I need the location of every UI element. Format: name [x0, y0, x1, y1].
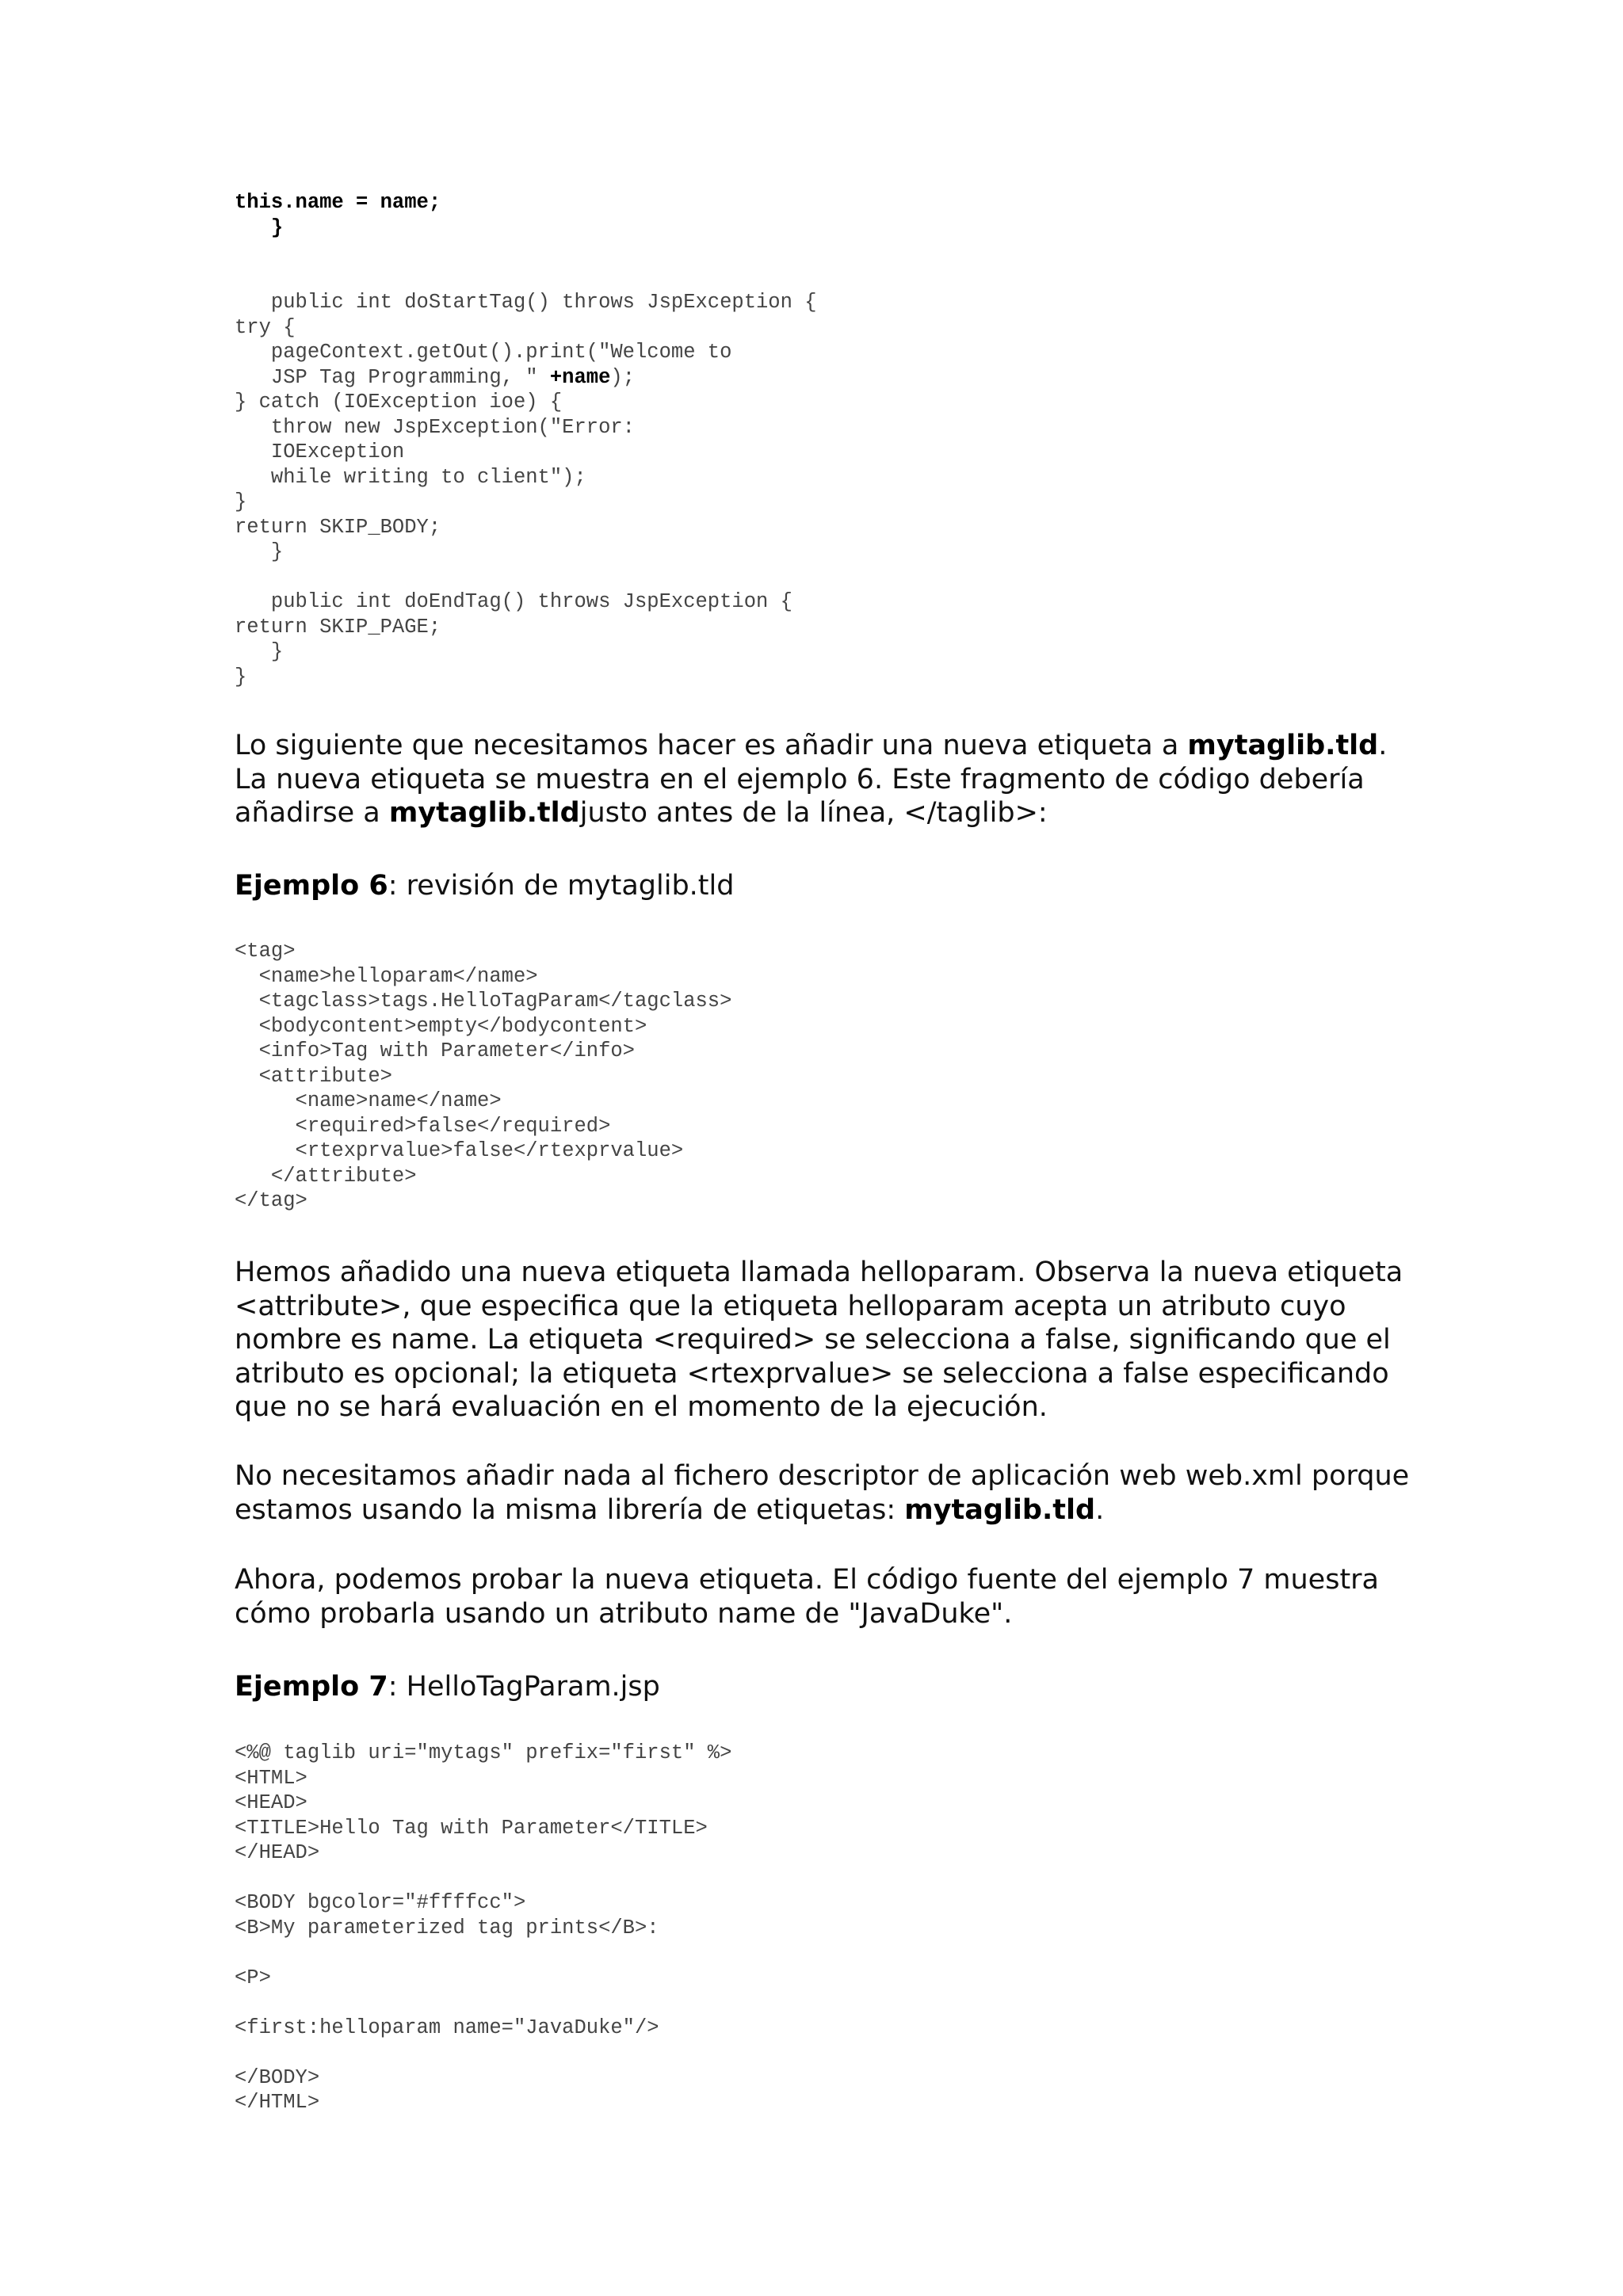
paragraph-line: <attribute>, que especifica que la etiqueta helloparam acepta un atributo cuyo	[235, 1290, 1346, 1322]
para1-bold-1: mytaglib.tld	[1187, 730, 1379, 761]
code-bold-text: +name	[549, 365, 611, 389]
code-text: }	[235, 540, 284, 563]
example-6-title: : revisión de mytaglib.tld	[388, 870, 735, 902]
code-line	[235, 315, 817, 341]
example-7-heading	[235, 1670, 660, 1704]
code-line	[235, 440, 817, 465]
code-text: }	[235, 640, 284, 663]
code-text: );	[610, 365, 635, 389]
para1-text-4: añadirse a	[235, 797, 389, 829]
example-6-label: Ejemplo 6	[235, 870, 388, 902]
code-line	[235, 365, 817, 391]
code-text: pageContext.getOut().print("Welcome to	[235, 341, 732, 364]
code-line	[235, 665, 817, 690]
code-line	[235, 639, 817, 665]
code-line	[235, 540, 817, 565]
para1-text-2: .	[1378, 730, 1388, 761]
paragraph-add-tag	[235, 729, 1387, 830]
paragraph-line: Ahora, podemos probar la nueva etiqueta. El código fuente del ejemplo 7 muestra	[235, 1564, 1380, 1596]
paragraph-helloparam	[235, 1256, 1403, 1425]
para3-line-2: estamos usando la misma librería de etiquetas:	[235, 1493, 905, 1526]
code-bold-text: }	[270, 215, 284, 239]
para3-line-1: No necesitamos añadir nada al fichero descriptor de aplicación web web.xml porque	[235, 1460, 1410, 1492]
code-line	[235, 240, 817, 265]
code-line	[235, 515, 817, 540]
code-line	[235, 565, 817, 590]
code-line	[235, 490, 817, 515]
code-line	[235, 465, 817, 490]
example-7-label: Ejemplo 7	[235, 1671, 388, 1703]
code-text: } catch (IOException ioe) {	[235, 391, 563, 414]
para1-text-5: justo antes de la línea, </taglib>:	[579, 797, 1048, 829]
code-block-taghandler	[235, 190, 817, 689]
paragraph-line: atributo es opcional; la etiqueta <rtexprvalue> se selecciona a false especificando	[235, 1357, 1389, 1390]
code-text: while writing to client");	[235, 465, 586, 489]
code-bold-text: this.name = name;	[235, 191, 441, 214]
paragraph-line: que no se hará evaluación en el momento de la ejecución.	[235, 1391, 1048, 1423]
para1-text-3: La nueva etiqueta se muestra en el ejemplo 6. Este fragmento de código debería	[235, 763, 1365, 795]
code-text: throw new JspException("Error:	[235, 415, 635, 439]
paragraph-line: Hemos añadido una nueva etiqueta llamada helloparam. Observa la nueva etiqueta	[235, 1257, 1403, 1288]
code-text: JSP Tag Programming, "	[235, 365, 550, 389]
code-line	[235, 190, 817, 215]
code-text: return SKIP_PAGE;	[235, 615, 441, 639]
example-7-title: : HelloTagParam.jsp	[388, 1671, 660, 1703]
para1-text-1: Lo siguiente que necesitamos hacer es añadir una nueva etiqueta a	[235, 730, 1188, 761]
code-text: public int doEndTag() throws JspException {	[235, 590, 792, 613]
para3-text-1: .	[1095, 1493, 1105, 1526]
code-text: }	[235, 490, 247, 513]
paragraph-test-tag	[235, 1563, 1379, 1630]
code-line	[235, 589, 817, 615]
code-line	[235, 415, 817, 441]
paragraph-web-xml	[235, 1459, 1409, 1527]
paragraph-line: nombre es name. La etiqueta <required> se selecciona a false, significando que el	[235, 1324, 1391, 1356]
code-line	[235, 615, 817, 640]
code-line	[235, 265, 817, 291]
paragraph-line: cómo probarla usando un atributo name de "JavaDuke".	[235, 1597, 1013, 1630]
code-text: try {	[235, 315, 296, 339]
para1-bold-2: mytaglib.tld	[388, 797, 580, 829]
example-6-heading	[235, 869, 734, 903]
code-text: }	[235, 665, 247, 688]
code-line	[235, 290, 817, 315]
code-line	[235, 215, 817, 241]
code-block-tld: <tag> <name>helloparam</name> <tagclass>tags.HelloTagParam</tagclass> <bodycontent>empty</bodycontent> <info>Tag with Parameter</info> <attribute> <name>name</name> <required>false</required> <rtexprvalue>false</rtexprvalue> </attribute> </tag>	[235, 940, 732, 1212]
code-text: IOException	[235, 441, 405, 463]
code-text: public int doStartTag() throws JspException {	[235, 291, 817, 314]
code-line	[235, 340, 817, 365]
para3-bold-1: mytaglib.tld	[904, 1493, 1096, 1526]
code-text	[235, 216, 271, 239]
code-line	[235, 390, 817, 415]
code-block-jsp: <%@ taglib uri="mytags" prefix="first" %> <HTML> <HEAD> <TITLE>Hello Tag with Parameter</TITLE> </HEAD> <BODY bgcolor="#ffffcc"> <B>My parameterized tag prints</B>: <P> <first:helloparam name="JavaDuke"/> </BODY> </HTML>	[235, 1741, 732, 2114]
code-text: return SKIP_BODY;	[235, 515, 441, 539]
